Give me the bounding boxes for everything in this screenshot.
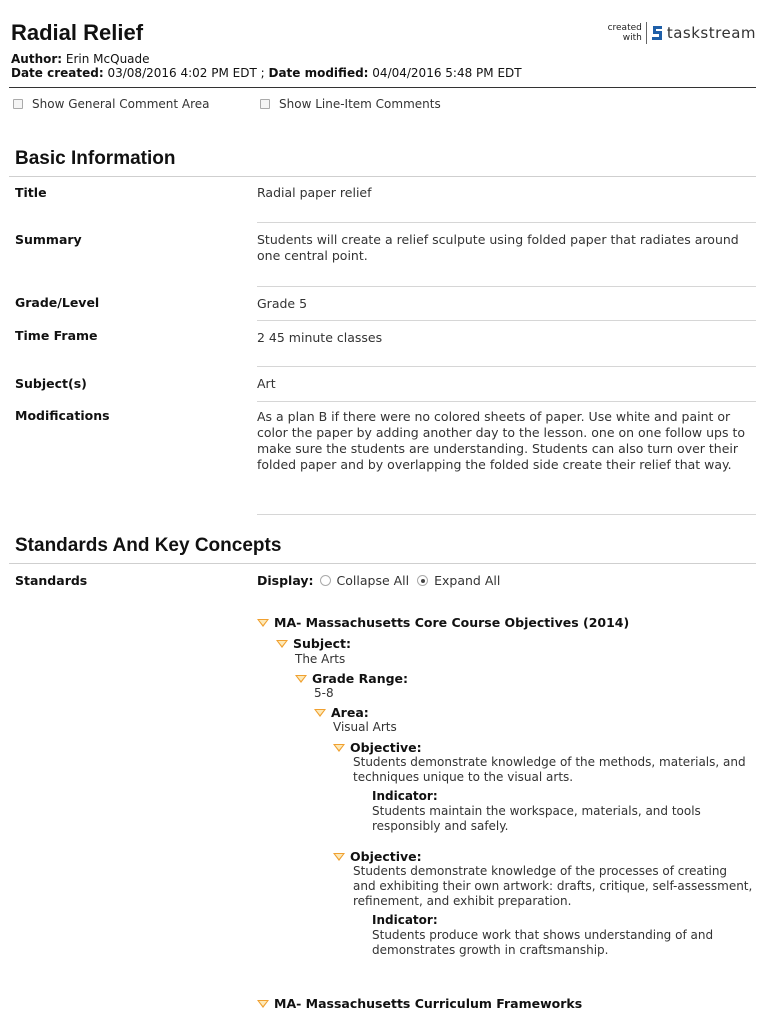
area-node[interactable]: Area: — [314, 705, 369, 720]
standard-root-core[interactable]: MA- Massachusetts Core Course Objectives (2014) — [257, 615, 629, 630]
objective-node[interactable]: Objective: — [333, 849, 422, 864]
summary-value: Students will create a relief sculpute using folded paper that radiates around one central point. — [257, 232, 739, 263]
expand-triangle-icon[interactable] — [257, 619, 269, 627]
subject-node[interactable]: Subject: — [276, 636, 351, 651]
basic-info-heading: Basic Information — [15, 148, 176, 169]
subject-value: The Arts — [295, 652, 346, 666]
expand-triangle-icon[interactable] — [314, 709, 326, 717]
subject-value: Art — [257, 376, 276, 391]
grade-label: Grade/Level — [15, 295, 100, 310]
expand-triangle-icon[interactable] — [333, 853, 345, 861]
standard-root-frameworks[interactable]: MA- Massachusetts Curriculum Frameworks — [257, 996, 582, 1011]
header-divider — [9, 87, 756, 88]
collapse-all-radio[interactable] — [320, 575, 331, 586]
indicator-label: Indicator: — [372, 913, 438, 927]
objective-node[interactable]: Objective: — [333, 740, 422, 755]
timeframe-value: 2 45 minute classes — [257, 330, 383, 345]
page-title: Radial Relief — [11, 20, 144, 45]
indicator-text: Students produce work that shows understanding of and demonstrates growth in craftsmanship. — [372, 928, 714, 957]
summary-label: Summary — [15, 232, 82, 247]
area-value: Visual Arts — [333, 720, 397, 734]
dates-line: Date created: 03/08/2016 4:02 PM EDT ; Date modified: 04/04/2016 5:48 PM EDT — [11, 66, 522, 80]
objective-text: Students demonstrate knowledge of the processes of creating and exhibiting their own artwork: drafts, critique, self-assessment, refinement, and exhibit preparation. — [353, 864, 753, 908]
checkbox-icon[interactable] — [260, 99, 270, 109]
taskstream-logo[interactable]: created with taskstream — [607, 23, 756, 43]
author-line: Author: Erin McQuade — [11, 52, 150, 66]
expand-triangle-icon[interactable] — [257, 1000, 269, 1008]
grade-value: Grade 5 — [257, 296, 308, 311]
expand-triangle-icon[interactable] — [333, 744, 345, 752]
expand-triangle-icon[interactable] — [276, 640, 288, 648]
timeframe-label: Time Frame — [15, 328, 98, 343]
line-item-comment-toggle[interactable]: Show Line-Item Comments — [260, 97, 441, 111]
indicator-label: Indicator: — [372, 789, 438, 803]
grade-range-node[interactable]: Grade Range: — [295, 671, 408, 686]
section-divider — [9, 563, 756, 564]
objective-text: Students demonstrate knowledge of the methods, materials, and techniques unique to the visual arts. — [353, 755, 746, 784]
standards-heading: Standards And Key Concepts — [15, 535, 282, 556]
expand-triangle-icon[interactable] — [295, 675, 307, 683]
taskstream-icon — [651, 25, 663, 41]
title-value: Radial paper relief — [257, 185, 372, 200]
expand-all-radio[interactable] — [417, 575, 428, 586]
section-divider — [9, 176, 756, 177]
title-label: Title — [15, 185, 47, 200]
modifications-value: As a plan B if there were no colored sheets of paper. Use white and paint or color the paper by adding another day to the lesson. one on one follow ups to make sure the students are understanding. Students can also turn over their folded paper and by overlapping the folded side create their relief that way. — [257, 409, 745, 472]
checkbox-icon[interactable] — [13, 99, 23, 109]
standards-label: Standards — [15, 573, 88, 588]
modifications-label: Modifications — [15, 408, 110, 423]
display-options: Display: Collapse All Expand All — [257, 573, 501, 588]
indicator-text: Students maintain the workspace, materials, and tools responsibly and safely. — [372, 804, 701, 833]
subject-label: Subject(s) — [15, 376, 87, 391]
grade-range-value: 5-8 — [314, 686, 334, 700]
general-comment-toggle[interactable]: Show General Comment Area — [13, 97, 210, 111]
